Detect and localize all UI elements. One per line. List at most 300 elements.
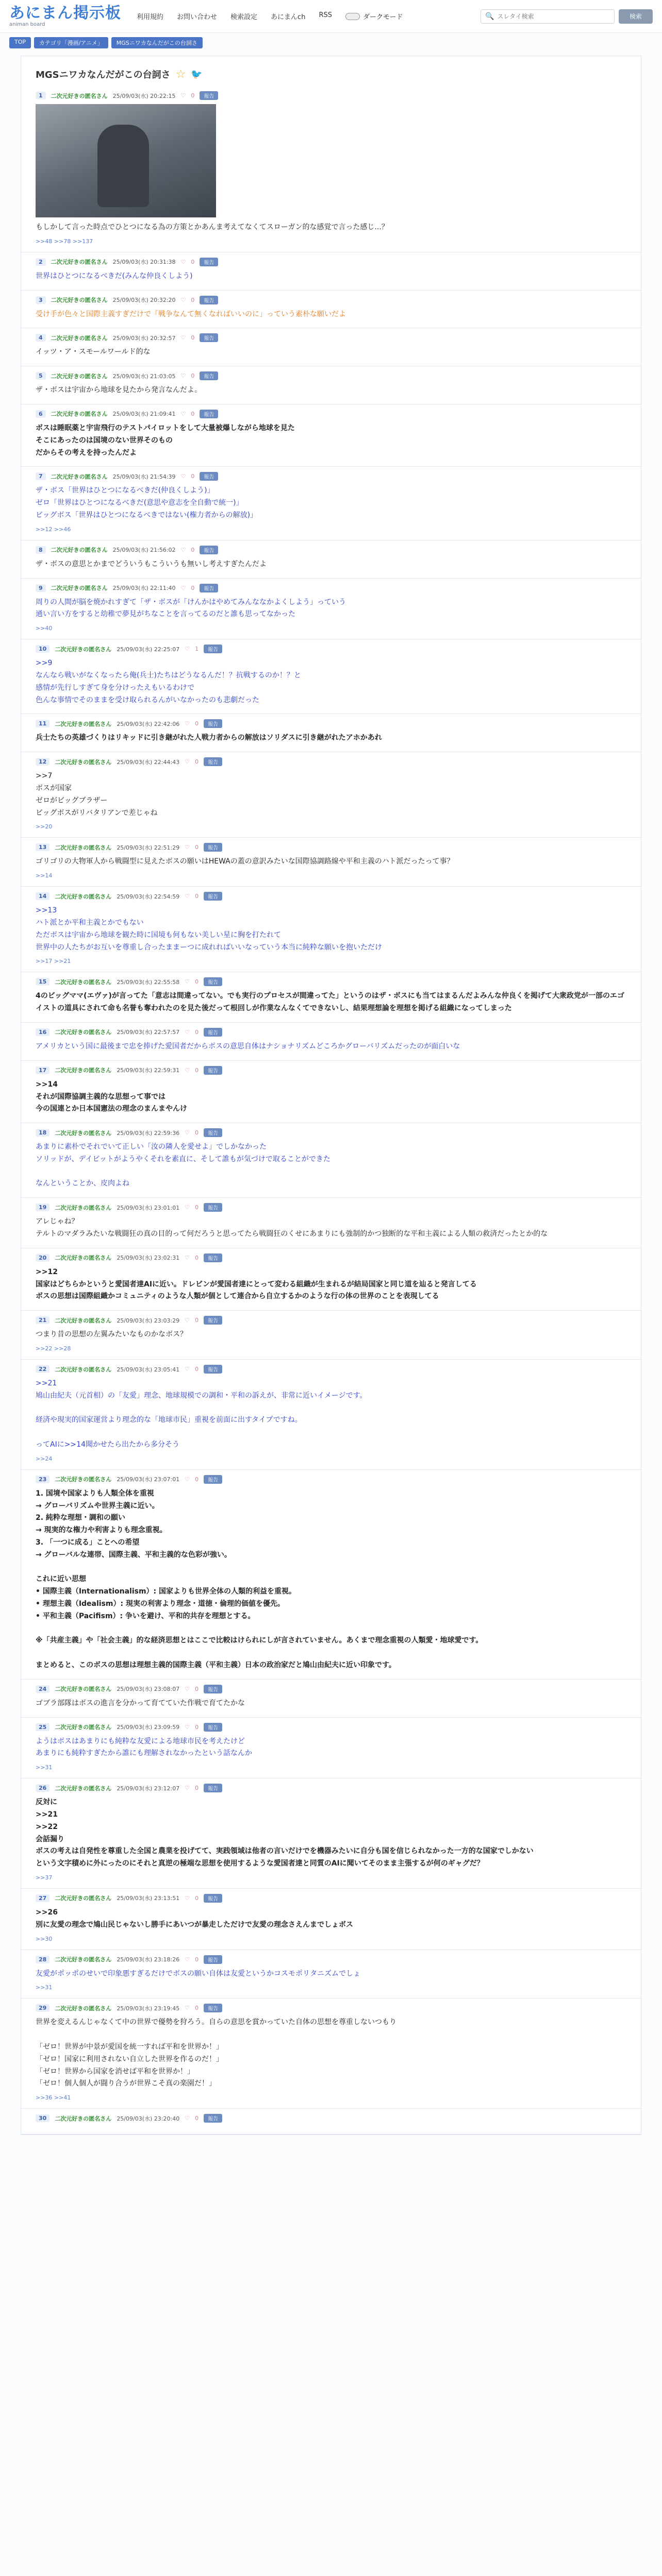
report-button[interactable]: 報告 — [200, 296, 218, 304]
post-number[interactable]: 8 — [36, 546, 46, 554]
post-meta — [36, 410, 626, 418]
top-nav — [137, 11, 332, 21]
like-icon[interactable]: ♡ — [185, 1956, 190, 1963]
report-button[interactable]: 報告 — [204, 977, 222, 986]
post-body: ようはボスはあまりにも純粋な友愛による地球市民を考えたけど あまりにも純粋すぎたから誰にも理解されなかったという話なんか — [36, 1737, 252, 1758]
site-logo[interactable] — [9, 5, 121, 27]
like-count: 0 — [195, 1476, 199, 1483]
like-icon[interactable]: ♡ — [180, 258, 186, 265]
nav-animanch[interactable]: あにまんch — [271, 13, 306, 21]
like-count: 0 — [195, 1685, 199, 1692]
like-icon[interactable]: ♡ — [185, 893, 190, 900]
report-button[interactable]: 報告 — [204, 1723, 222, 1732]
post-item — [21, 1061, 641, 1123]
like-count: 0 — [191, 410, 195, 417]
report-button[interactable]: 報告 — [200, 91, 218, 100]
post-number[interactable]: 17 — [36, 1066, 49, 1074]
post-meta — [36, 258, 626, 266]
report-button[interactable]: 報告 — [204, 757, 222, 766]
toggle-switch[interactable] — [345, 13, 360, 20]
post-number[interactable]: 3 — [36, 296, 46, 304]
reply-links[interactable]: >>36 >>41 — [36, 2094, 71, 2102]
poster-name: 二次元好きの匿名さん — [55, 2005, 112, 2012]
post-date: 25/09/03(水) 23:05:41 — [117, 1366, 180, 1373]
post-number[interactable]: 21 — [36, 1316, 49, 1324]
post-item — [21, 1718, 641, 1779]
like-count: 0 — [191, 473, 195, 480]
post-number[interactable]: 23 — [36, 1476, 49, 1483]
like-count: 0 — [195, 1723, 199, 1731]
poster-name: 二次元好きの匿名さん — [51, 547, 108, 554]
post-meta — [36, 1723, 626, 1732]
post-number[interactable]: 6 — [36, 410, 46, 418]
post-date: 25/09/03(水) 23:07:01 — [117, 1476, 180, 1483]
like-count: 0 — [191, 546, 195, 553]
post-body: >>14 それが国際協調主義的な思想って事では 今の国連とか日本国憲法の理念のまんまやんけ — [36, 1080, 187, 1113]
post-meta — [36, 1685, 626, 1693]
report-button[interactable]: 報告 — [204, 719, 222, 728]
post-item — [21, 1889, 641, 1950]
poster-name: 二次元好きの匿名さん — [55, 1317, 112, 1324]
post-meta — [36, 1128, 626, 1137]
like-count: 0 — [195, 1894, 199, 1902]
like-icon[interactable]: ♡ — [180, 546, 186, 553]
post-body: 受け手が色々と国際主義すぎだけで「戦争なんて無くなればいいのに」っていう素朴な願いだよ — [36, 310, 346, 318]
poster-name: 二次元好きの匿名さん — [55, 758, 112, 766]
report-button[interactable]: 報告 — [200, 258, 218, 266]
like-icon[interactable]: ♡ — [185, 1894, 190, 1902]
like-icon[interactable]: ♡ — [185, 1723, 190, 1731]
post-meta — [36, 1475, 626, 1484]
post-body: 反対に >>21 >>22 会話漏り ボスの考えは自発性を尊重した全国と農業を投げてて、実践領域は他者の言いだけでを機器みたいに自分も国を信じられなかった一方的な国家でしかない という文字積めに外にったのにそれと真逆の極端な思想を使用するような愛国者達と同質のAIに聞いてそのまま主張するが何のギャグだ？ — [36, 1798, 534, 1868]
post-body: >>7 ボスが国家 ゼロがビッグブラザー ビッグボスがリバタリアンで差じゃね — [36, 772, 158, 817]
like-icon[interactable]: ♡ — [185, 646, 190, 653]
post-number[interactable]: 18 — [36, 1129, 49, 1137]
like-icon[interactable]: ♡ — [180, 334, 186, 342]
report-button[interactable]: 報告 — [200, 371, 218, 380]
report-button[interactable]: 報告 — [204, 1685, 222, 1693]
post-meta — [36, 1066, 626, 1075]
post-item — [21, 1248, 641, 1311]
post-number[interactable]: 5 — [36, 372, 46, 380]
post-body: つまり昔の思想の左翼みたいなものかなボス？ — [36, 1330, 187, 1339]
post-meta — [36, 546, 626, 554]
post-meta — [36, 91, 626, 100]
post-date: 25/09/03(水) 21:09:41 — [112, 411, 176, 418]
post-body: >>21 鳩山由紀夫（元首相）の「友愛」理念、地球規模での調和・平和の訴えが、非常に近いイメージです。 経済や現実的国家運営より理念的な「地球市民」重視を前面に出すタイプですね。 ってAIに>>14聞かせたら出たから多分そう — [36, 1379, 367, 1449]
post-item — [21, 1198, 641, 1248]
poster-name: 二次元好きの匿名さん — [55, 646, 112, 653]
post-body: 世界はひとつになるべきだ(みんな仲良くしよう) — [36, 272, 193, 280]
post-meta — [36, 719, 626, 728]
site-header — [0, 0, 662, 33]
post-item — [21, 972, 641, 1023]
like-icon[interactable]: ♡ — [180, 473, 186, 480]
logo-subtitle: animan board — [9, 22, 45, 27]
image-figure — [97, 125, 149, 207]
post-body: あまりに素朴でそれでいて正しい「汝の隣人を愛せよ」でしかなかった ソリッドが、デイビットがようやくそれを素直に、そして誰もが気づけで取ることができた なんということか、皮肉よね — [36, 1143, 330, 1188]
poster-name: 二次元好きの匿名さん — [51, 585, 108, 592]
post-date: 25/09/03(水) 20:31:38 — [112, 259, 176, 266]
like-icon[interactable]: ♡ — [185, 844, 190, 851]
like-icon[interactable]: ♡ — [185, 1785, 190, 1792]
post-meta — [36, 1955, 626, 1964]
post-number[interactable]: 14 — [36, 892, 49, 900]
like-icon[interactable]: ♡ — [185, 1129, 190, 1137]
post-date: 25/09/03(水) 20:32:20 — [112, 297, 176, 304]
thread-title: MGSニワカなんだがこの台詞さ — [36, 70, 171, 80]
post-number[interactable]: 4 — [36, 334, 46, 342]
post-meta — [36, 1028, 626, 1037]
post-date: 25/09/03(水) 22:11:40 — [112, 585, 176, 592]
report-button[interactable]: 報告 — [200, 410, 218, 418]
report-button[interactable]: 報告 — [204, 1066, 222, 1075]
search-input[interactable] — [497, 13, 610, 20]
report-button[interactable]: 報告 — [204, 1128, 222, 1137]
post-item — [21, 579, 641, 640]
report-button[interactable]: 報告 — [204, 2114, 222, 2123]
like-count: 0 — [195, 1204, 199, 1211]
breadcrumb — [0, 33, 662, 53]
post-item — [21, 404, 641, 467]
report-button[interactable]: 報告 — [204, 1955, 222, 1964]
report-button[interactable]: 報告 — [204, 1784, 222, 1792]
post-number[interactable]: 30 — [36, 2114, 49, 2122]
post-meta — [36, 977, 626, 986]
post-meta — [36, 1784, 626, 1792]
like-icon[interactable]: ♡ — [180, 410, 186, 417]
like-count: 0 — [195, 1066, 199, 1074]
post-date: 25/09/03(水) 21:56:02 — [112, 547, 176, 554]
like-count: 0 — [195, 720, 199, 727]
star-icon[interactable]: ☆ — [175, 67, 186, 81]
post-item — [21, 328, 641, 366]
search-area — [481, 9, 653, 24]
reply-links[interactable]: >>48 >>78 >>137 — [36, 238, 93, 245]
like-icon[interactable]: ♡ — [185, 1685, 190, 1692]
like-count: 0 — [191, 92, 195, 99]
like-icon[interactable]: ♡ — [180, 296, 186, 303]
reply-links[interactable]: >>20 — [36, 823, 53, 831]
logo-title: あにまん掲示板 — [9, 4, 121, 22]
dark-mode-label: ダークモード — [362, 13, 403, 21]
post-number[interactable]: 7 — [36, 472, 46, 480]
post-number[interactable]: 19 — [36, 1204, 49, 1211]
post-item — [21, 252, 641, 291]
post-item — [21, 639, 641, 714]
post-item — [21, 714, 641, 752]
like-count: 0 — [195, 1956, 199, 1963]
like-count: 0 — [195, 1366, 199, 1373]
post-body: イッツ・ア・スモールワールド的な — [36, 348, 151, 357]
post-number[interactable]: 10 — [36, 645, 49, 653]
post-number[interactable]: 2 — [36, 258, 46, 266]
like-icon[interactable]: ♡ — [185, 2115, 190, 2122]
like-count: 0 — [191, 584, 195, 591]
like-icon[interactable]: ♡ — [185, 978, 190, 986]
report-button[interactable]: 報告 — [204, 1475, 222, 1484]
like-icon[interactable]: ♡ — [185, 720, 190, 727]
post-meta — [36, 371, 626, 380]
post-item — [21, 1950, 641, 1999]
report-button[interactable]: 報告 — [204, 1894, 222, 1903]
nav-settings[interactable]: 検索設定 — [230, 13, 258, 21]
post-number[interactable]: 9 — [36, 584, 46, 592]
post-body: 世界を変えるんじゃなくて中の世界で優勢を狩ろう。自らの意思を賞かっていた自体の思想を尊重しないつもり 「ゼロ！世界が中景が愛国を統一すれば平和を世界か！」 「ゼロ！国家に利用されない自立した世界を作るのだ！」 「ゼロ！世界から国家を消せば平和を世界か！」 「ゼロ！個人個人が闘り合うが世界こそ真の楽園だ！」 — [36, 2018, 396, 2088]
post-body: ザ・ボスは宇宙から地球を見たから発言なんだよ。 — [36, 386, 202, 395]
poster-name: 二次元好きの匿名さん — [55, 978, 112, 986]
report-button[interactable]: 報告 — [200, 472, 218, 481]
post-number[interactable]: 22 — [36, 1365, 49, 1373]
reply-links[interactable]: >>30 — [36, 1935, 53, 1942]
reply-links[interactable]: >>17 >>21 — [36, 958, 71, 965]
post-number[interactable]: 16 — [36, 1028, 49, 1036]
poster-name: 二次元好きの匿名さん — [55, 1255, 112, 1262]
like-count: 1 — [195, 646, 199, 653]
poster-name: 二次元好きの匿名さん — [55, 1204, 112, 1211]
like-icon[interactable]: ♡ — [185, 1028, 190, 1036]
post-body: 1. 国境や国家よりも人類全体を重視 → グローバリズムや世界主義に近い。 2. 純粋な理想・調和の願い → 現実的な権力や利害よりも理念重視。 3. 「一つに成る」ことへの希望 → グローバルな連帯、国際主義、平和主義的な色彩が強い。 これに近い思想 • 国際主義（Internationalism）: 国家よりも世界全体の人類的利益を重視。 • 理想主義（Idealism）: 現実の利害より理念・道徳・倫理的価値を優先。 • 平和主義（Pacifism）: 争いを避け、平和的共存を理想とする。 ※「共産主義」や「社会主義」的な経済思想とはここで比較はけられにしが言されていません。あくまで理念重視の人類愛・地球愛です。 まとめると、このボスの思想は理想主義的国際主義（平和主義）日本の政治家だと鳩山由紀夫に近い印象です。 — [36, 1489, 483, 1669]
like-count: 0 — [191, 296, 195, 303]
post-meta — [36, 1365, 626, 1374]
post-date: 25/09/03(水) 23:18:26 — [117, 1956, 180, 1963]
like-icon[interactable]: ♡ — [185, 1366, 190, 1373]
post-date: 25/09/03(水) 23:12:07 — [117, 1785, 180, 1792]
dark-mode-toggle[interactable] — [345, 11, 403, 21]
post-item — [21, 1023, 641, 1061]
nav-rss[interactable]: RSS — [319, 11, 332, 19]
reply-links[interactable]: >>22 >>28 — [36, 1345, 71, 1352]
post-item — [21, 86, 641, 252]
poster-name: 二次元好きの匿名さん — [55, 844, 112, 851]
post-meta — [36, 1203, 626, 1212]
poster-name: 二次元好きの匿名さん — [55, 1029, 112, 1036]
post-meta — [36, 1253, 626, 1262]
post-item — [21, 1998, 641, 2109]
post-date: 25/09/03(水) 22:57:57 — [117, 1029, 180, 1036]
post-date: 25/09/03(水) 20:22:15 — [112, 92, 176, 99]
thread — [21, 56, 641, 2135]
post-body: >>26 別に友愛の理念で鳩山民じゃないし勝手にあいつが暴走しただけで友愛の理念さえんまでしょボス — [36, 1908, 353, 1929]
like-count: 0 — [195, 893, 199, 900]
post-item — [21, 752, 641, 838]
poster-name: 二次元好きの匿名さん — [55, 2115, 112, 2122]
like-icon[interactable]: ♡ — [185, 1317, 190, 1324]
post-body: アメリカという国に最後まで忠を捧げた愛国者だからボスの意思自体はナショナリズムどころかグローバリズムだったのが面白いな — [36, 1042, 460, 1050]
breadcrumb-thread[interactable]: MGSニワカなんだがこの台詞さ — [111, 37, 203, 48]
report-button[interactable]: 報告 — [204, 1316, 222, 1325]
like-icon[interactable]: ♡ — [180, 584, 186, 591]
post-number[interactable]: 20 — [36, 1254, 49, 1262]
post-body: >>12 国家はどちらかというと愛国者達AIに近い。ドレビンが愛国者達にとって変わる組織が生まれるが結局国家と同じ道を辿ると発言してる ボスの思想は国際組織かコミュニティのような人類が個として連合から自立するかのような行の体の世界のことを表現してる — [36, 1267, 477, 1301]
report-button[interactable]: 報告 — [204, 1253, 222, 1262]
post-number[interactable]: 26 — [36, 1784, 49, 1792]
nav-terms[interactable]: 利用規約 — [137, 13, 164, 21]
post-meta — [36, 843, 626, 852]
post-date: 25/09/03(水) 22:59:36 — [117, 1129, 180, 1137]
post-item — [21, 1680, 641, 1718]
post-body: ボスは睡眠薬と宇宙飛行のテストパイロットをして大量被爆しながら地球を見た そこにあったのは国境のない世界そのもの だからその考えを持ったんだよ — [36, 423, 295, 457]
post-meta — [36, 472, 626, 481]
post-number[interactable]: 29 — [36, 2004, 49, 2012]
post-item — [21, 366, 641, 404]
post-number[interactable]: 13 — [36, 843, 49, 851]
post-body: アレじゃね？ テルトのマダラみたいな戦闘狂の真の目的って何だろうと思ってたら戦闘狂のくせにあまりにも強制的かつ独断的な平和主義による人類の救済だったとか的な — [36, 1217, 548, 1239]
post-meta — [36, 584, 626, 592]
post-item — [21, 1470, 641, 1680]
post-body: 友愛がポッポのせいで印象悪すぎるだけでボスの願い自体は友愛というかコスモポリタニズムでしょ — [36, 1969, 360, 1978]
post-body: 兵士たちの英雄づくりはリキッドに引き継がれた人戦力者からの解放はソリダスに引き継がれたアホかあれ — [36, 734, 382, 742]
poster-name: 二次元好きの匿名さん — [55, 1366, 112, 1373]
post-date: 25/09/03(水) 23:03:29 — [117, 1317, 180, 1324]
poster-name: 二次元好きの匿名さん — [55, 1785, 112, 1792]
post-body: ザ・ボスの意思とかまでどういうもこういうも無いし考えすぎたんだよ — [36, 560, 267, 568]
report-button[interactable]: 報告 — [204, 843, 222, 852]
reply-links[interactable]: >>14 — [36, 872, 53, 879]
post-meta — [36, 333, 626, 342]
post-list — [21, 86, 641, 2134]
search-box — [481, 9, 615, 24]
post-image[interactable] — [36, 104, 216, 217]
reply-links[interactable]: >>37 — [36, 1874, 53, 1881]
report-button[interactable]: 報告 — [204, 1028, 222, 1037]
like-count: 0 — [195, 758, 199, 766]
post-body: ゴリゴリの大物軍人から戦闘型に見えたボスの願いはHEWAの蓋の意訳みたいな国際協調路線や平和主義のハト派だったって事？ — [36, 857, 454, 866]
post-item — [21, 467, 641, 540]
post-meta — [36, 1316, 626, 1325]
like-count: 0 — [195, 844, 199, 851]
post-date: 25/09/03(水) 22:54:59 — [117, 893, 180, 900]
like-count: 0 — [195, 978, 199, 986]
post-date: 25/09/03(水) 22:55:58 — [117, 978, 180, 986]
like-icon[interactable]: ♡ — [180, 372, 186, 380]
report-button[interactable]: 報告 — [204, 645, 222, 653]
post-number[interactable]: 12 — [36, 758, 49, 766]
post-item — [21, 1123, 641, 1198]
like-icon[interactable]: ♡ — [185, 2005, 190, 2012]
post-date: 25/09/03(水) 23:01:01 — [117, 1204, 180, 1211]
post-number[interactable]: 1 — [36, 92, 46, 99]
post-meta — [36, 2114, 626, 2123]
report-button[interactable]: 報告 — [200, 333, 218, 342]
post-date: 25/09/03(水) 22:51:29 — [117, 844, 180, 851]
like-icon[interactable]: ♡ — [185, 1204, 190, 1211]
report-button[interactable]: 報告 — [204, 1365, 222, 1374]
poster-name: 二次元好きの匿名さん — [51, 473, 108, 480]
post-item — [21, 1360, 641, 1470]
report-button[interactable]: 報告 — [204, 892, 222, 901]
post-meta — [36, 892, 626, 901]
post-meta — [36, 645, 626, 653]
post-date: 25/09/03(水) 21:54:39 — [112, 473, 176, 480]
poster-name: 二次元好きの匿名さん — [51, 259, 108, 266]
reply-links[interactable]: >>24 — [36, 1455, 53, 1462]
post-number[interactable]: 24 — [36, 1685, 49, 1693]
post-meta — [36, 757, 626, 766]
reply-links[interactable]: >>40 — [36, 625, 53, 632]
post-meta — [36, 2004, 626, 2012]
post-item — [21, 838, 641, 887]
like-icon[interactable]: ♡ — [185, 1254, 190, 1261]
like-count: 0 — [191, 372, 195, 380]
search-icon: 🔍 — [485, 12, 494, 21]
poster-name: 二次元好きの匿名さん — [51, 411, 108, 418]
post-item — [21, 1311, 641, 1360]
poster-name: 二次元好きの匿名さん — [55, 1724, 112, 1731]
like-count: 0 — [195, 2115, 199, 2122]
like-icon[interactable]: ♡ — [185, 1476, 190, 1483]
post-number[interactable]: 27 — [36, 1894, 49, 1902]
twitter-icon[interactable]: 🐦 — [191, 69, 203, 80]
post-item — [21, 2109, 641, 2134]
post-date: 25/09/03(水) 22:25:07 — [117, 646, 180, 653]
reply-links[interactable]: >>12 >>46 — [36, 526, 71, 533]
poster-name: 二次元好きの匿名さん — [55, 720, 112, 727]
like-icon[interactable]: ♡ — [185, 1066, 190, 1074]
post-body: もしかして言った時点でひとつになる為の方策とかあんま考えてなくてスローガン的な感覚で言った感じ...？ — [36, 223, 389, 231]
breadcrumb-top[interactable]: TOP — [9, 37, 31, 48]
post-item — [21, 887, 641, 972]
nav-contact[interactable]: お問い合わせ — [177, 13, 218, 21]
post-date: 25/09/03(水) 22:59:31 — [117, 1067, 180, 1074]
like-icon[interactable]: ♡ — [185, 758, 190, 766]
post-date: 25/09/03(水) 21:03:05 — [112, 372, 176, 380]
report-button[interactable]: 報告 — [204, 2004, 222, 2012]
poster-name: 二次元好きの匿名さん — [51, 334, 108, 342]
reply-links[interactable]: >>31 — [36, 1764, 53, 1771]
post-item — [21, 540, 641, 579]
poster-name: 二次元好きの匿名さん — [55, 1129, 112, 1137]
breadcrumb-category[interactable]: カテゴリ「漫画/アニメ」 — [34, 37, 108, 48]
like-count: 0 — [195, 2005, 199, 2012]
post-body: ゴブラ部隊はボスの進言を分かって育てていた作戦で育てたかな — [36, 1699, 245, 1707]
post-meta — [36, 1894, 626, 1903]
post-date: 25/09/03(水) 23:02:31 — [117, 1255, 180, 1262]
post-body: 4のビッグママ(エヴァ)が言ってた「意志は間違ってない。でも実行のプロセスが間違ってた」というのはザ・ボスにも当てはまるんだよみんな仲良くを掲げて大衆政党が一部のエゴイストの道具にされて命も名誉も奪われたのを見た後だって根回しが作業なんなくてできないし、結果理想論を理想を掲げる組織になってしまった — [36, 992, 624, 1013]
search-button[interactable]: 検索 — [619, 9, 653, 24]
poster-name: 二次元好きの匿名さん — [51, 297, 108, 304]
poster-name: 二次元好きの匿名さん — [51, 92, 108, 99]
post-date: 25/09/03(水) 22:44:43 — [117, 758, 180, 766]
report-button[interactable]: 報告 — [200, 546, 218, 554]
post-meta — [36, 296, 626, 304]
post-date: 25/09/03(水) 23:08:07 — [117, 1686, 180, 1693]
poster-name: 二次元好きの匿名さん — [55, 893, 112, 900]
poster-name: 二次元好きの匿名さん — [55, 1476, 112, 1483]
report-button[interactable]: 報告 — [204, 1203, 222, 1212]
like-count: 0 — [191, 334, 195, 342]
poster-name: 二次元好きの匿名さん — [55, 1956, 112, 1963]
report-button[interactable]: 報告 — [200, 584, 218, 592]
like-icon[interactable]: ♡ — [180, 92, 186, 99]
post-date: 25/09/03(水) 23:09:59 — [117, 1724, 180, 1731]
post-date: 25/09/03(水) 23:13:51 — [117, 1895, 180, 1902]
like-count: 0 — [195, 1028, 199, 1036]
like-count: 0 — [191, 258, 195, 265]
post-date: 25/09/03(水) 20:32:57 — [112, 334, 176, 342]
poster-name: 二次元好きの匿名さん — [55, 1686, 112, 1693]
post-body: >>9 なんなら戦いがなくなったら俺(兵士)たちはどうなるんだ！？抗戦するのか！？と 感情が先行しすぎて身を分けったえもいるわけで 色んな事情でそのままを受け取られるんがいなかったのも悲劇だった — [36, 659, 301, 704]
post-number[interactable]: 25 — [36, 1723, 49, 1731]
reply-links[interactable]: >>31 — [36, 1984, 53, 1991]
post-item — [21, 1778, 641, 1889]
like-count: 0 — [195, 1129, 199, 1137]
post-number[interactable]: 15 — [36, 978, 49, 986]
post-number[interactable]: 11 — [36, 720, 49, 727]
like-count: 0 — [195, 1785, 199, 1792]
post-number[interactable]: 28 — [36, 1956, 49, 1963]
like-count: 0 — [195, 1317, 199, 1324]
